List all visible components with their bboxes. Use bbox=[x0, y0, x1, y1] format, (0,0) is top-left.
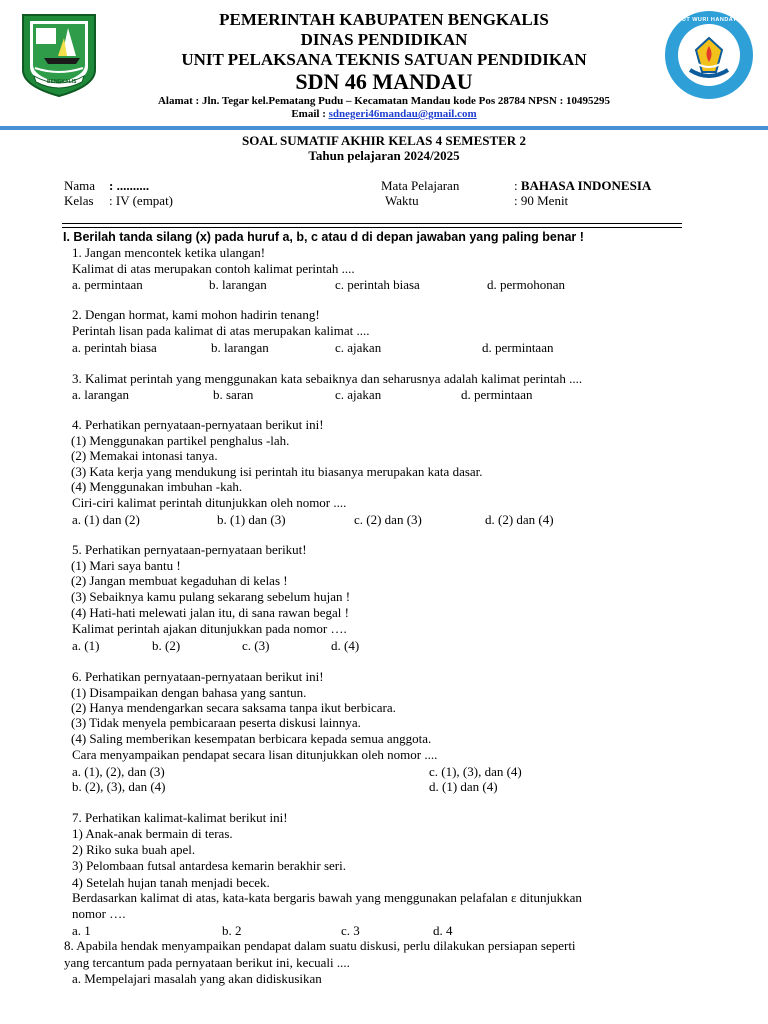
q4-statement-3: (3) Kata kerja yang mendukung isi perintah itu biasanya merupakan kata dasar. bbox=[71, 464, 483, 479]
q7-stem-line-1: Berdasarkan kalimat di atas, kata-kata bergaris bawah yang menggunakan pelafalan ε ditunjukkan bbox=[72, 890, 582, 905]
q2-option-a[interactable]: a. perintah biasa bbox=[72, 340, 157, 355]
q4-option-a[interactable]: a. (1) dan (2) bbox=[72, 512, 140, 527]
q2-stem: Perintah lisan pada kalimat di atas merupakan kalimat .... bbox=[72, 323, 370, 338]
header-government: PEMERINTAH KABUPATEN BENGKALIS bbox=[219, 10, 549, 29]
q8-question-line-2: yang tercantum pada pernyataan berikut ini, kecuali .... bbox=[64, 955, 350, 970]
header-address: Alamat : Jln. Tegar kel.Pematang Pudu – Kecamatan Mandau kode Pos 28784 NPSN : 10495295 bbox=[157, 95, 611, 107]
q6-option-c[interactable]: c. (1), (3), dan (4) bbox=[429, 764, 522, 779]
q4-option-d[interactable]: d. (2) dan (4) bbox=[485, 512, 554, 527]
header-department: DINAS PENDIDIKAN bbox=[300, 30, 468, 49]
nama-label: Nama bbox=[64, 178, 96, 193]
q1-option-c[interactable]: c. perintah biasa bbox=[335, 277, 420, 292]
q7-option-d[interactable]: d. 4 bbox=[433, 923, 453, 938]
email-label: Email : bbox=[291, 108, 329, 120]
q7-stem-line-2: nomor …. bbox=[72, 906, 126, 921]
q6-statement-1: (1) Disampaikan dengan bahasa yang santun. bbox=[71, 685, 307, 700]
q4-option-b[interactable]: b. (1) dan (3) bbox=[217, 512, 286, 527]
q3-option-a[interactable]: a. larangan bbox=[72, 387, 130, 402]
q1-option-b[interactable]: b. larangan bbox=[209, 277, 267, 292]
q4-statement-4: (4) Menggunakan imbuhan -kah. bbox=[71, 479, 243, 494]
waktu-value: : 90 Menit bbox=[514, 193, 569, 208]
q5-statement-1: (1) Mari saya bantu ! bbox=[71, 558, 181, 573]
mapel-name: BAHASA INDONESIA bbox=[520, 178, 652, 193]
q8-option-a[interactable]: a. Mempelajari masalah yang akan didiskusikan bbox=[72, 971, 322, 986]
q1-option-d[interactable]: d. permohonan bbox=[487, 277, 565, 292]
q5-option-c[interactable]: c. (3) bbox=[242, 638, 270, 653]
mapel-colon: : bbox=[514, 178, 521, 193]
q7-sentence-1: 1) Anak-anak bermain di teras. bbox=[72, 826, 233, 841]
q5-question: 5. Perhatikan pernyataan-pernyataan berikut! bbox=[72, 542, 307, 557]
q7-question: 7. Perhatikan kalimat-kalimat berikut ini! bbox=[72, 810, 288, 825]
q5-option-d[interactable]: d. (4) bbox=[331, 638, 360, 653]
q6-statement-3: (3) Tidak menyela pembicaraan peserta diskusi lainnya. bbox=[71, 715, 361, 730]
q7-option-c[interactable]: c. 3 bbox=[341, 923, 360, 938]
header-unit: UNIT PELAKSANA TEKNIS SATUAN PENDIDIKAN bbox=[181, 50, 587, 69]
email-link[interactable]: sdnegeri46mandau@gmail.com bbox=[328, 108, 477, 120]
q6-statement-2: (2) Hanya mendengarkan secara saksama tanpa ikut berbicara. bbox=[71, 700, 396, 715]
q6-option-d[interactable]: d. (1) dan (4) bbox=[429, 779, 498, 794]
q1-option-a[interactable]: a. permintaan bbox=[72, 277, 143, 292]
q5-option-a[interactable]: a. (1) bbox=[72, 638, 100, 653]
q5-statement-3: (3) Sebaiknya kamu pulang sekarang sebelum hujan ! bbox=[71, 589, 351, 604]
q5-option-b[interactable]: b. (2) bbox=[152, 638, 181, 653]
instruction: I. Berilah tanda silang (x) pada huruf a, b, c atau d di depan jawaban yang paling benar ! bbox=[63, 230, 584, 244]
info-divider-bottom bbox=[62, 227, 682, 228]
header-divider bbox=[0, 126, 768, 130]
exam-year: Tahun pelajaran 2024/2025 bbox=[308, 148, 460, 163]
q7-sentence-3: 3) Pelombaan futsal antardesa kemarin berakhir seri. bbox=[72, 858, 346, 873]
ministry-logo-text: TUT WURI HANDAYANI bbox=[678, 17, 748, 23]
q5-statement-2: (2) Jangan membuat kegaduhan di kelas ! bbox=[71, 573, 288, 588]
kelas-value: : IV (empat) bbox=[109, 193, 174, 208]
q7-sentence-2: 2) Riko suka buah apel. bbox=[72, 842, 196, 857]
q2-option-d[interactable]: d. permintaan bbox=[482, 340, 554, 355]
q5-stem: Kalimat perintah ajakan ditunjukkan pada nomor …. bbox=[72, 621, 347, 636]
q3-option-c[interactable]: c. ajakan bbox=[335, 387, 382, 402]
regency-logo-text: BENGKALIS bbox=[47, 79, 77, 85]
q3-option-d[interactable]: d. permintaan bbox=[461, 387, 533, 402]
q6-question: 6. Perhatikan pernyataan-pernyataan berikut ini! bbox=[72, 669, 324, 684]
mapel-label: Mata Pelajaran bbox=[381, 178, 460, 193]
q6-stem: Cara menyampaikan pendapat secara lisan ditunjukkan oleh nomor .... bbox=[72, 747, 438, 762]
q7-option-a[interactable]: a. 1 bbox=[72, 923, 91, 938]
waktu-label: Waktu bbox=[385, 193, 419, 208]
q8-question-line-1: 8. Apabila hendak menyampaikan pendapat dalam suatu diskusi, perlu dilakukan persiapan seperti bbox=[64, 938, 576, 953]
q4-statement-2: (2) Memakai intonasi tanya. bbox=[71, 448, 218, 463]
q4-option-c[interactable]: c. (2) dan (3) bbox=[354, 512, 422, 527]
q4-question: 4. Perhatikan pernyataan-pernyataan berikut ini! bbox=[72, 417, 324, 432]
q1-question: 1. Jangan mencontek ketika ulangan! bbox=[72, 245, 266, 260]
header-school-name: SDN 46 MANDAU bbox=[295, 69, 473, 94]
q3-question: 3. Kalimat perintah yang menggunakan kata sebaiknya dan seharusnya adalah kalimat perintah .... bbox=[72, 371, 583, 386]
q7-sentence-4: 4) Setelah hujan tanah menjadi becek. bbox=[72, 875, 270, 890]
q6-statement-4: (4) Saling memberikan kesempatan berbicara kepada semua anggota. bbox=[71, 731, 432, 746]
q4-stem: Ciri-ciri kalimat perintah ditunjukkan oleh nomor .... bbox=[72, 495, 347, 510]
q6-option-b[interactable]: b. (2), (3), dan (4) bbox=[72, 779, 166, 794]
q1-stem: Kalimat di atas merupakan contoh kalimat perintah .... bbox=[72, 261, 355, 276]
q5-statement-4: (4) Hati-hati melewati jalan itu, di sana rawan begal ! bbox=[71, 605, 349, 620]
kelas-label: Kelas bbox=[64, 193, 94, 208]
q4-statement-1: (1) Menggunakan partikel penghalus -lah. bbox=[71, 433, 290, 448]
q2-option-c[interactable]: c. ajakan bbox=[335, 340, 382, 355]
q3-option-b[interactable]: b. saran bbox=[213, 387, 254, 402]
nama-value[interactable]: : .......... bbox=[109, 178, 150, 193]
exam-title: SOAL SUMATIF AKHIR KELAS 4 SEMESTER 2 bbox=[242, 133, 526, 148]
header-email-line bbox=[0, 108, 768, 120]
q2-option-b[interactable]: b. larangan bbox=[211, 340, 269, 355]
q7-option-b[interactable]: b. 2 bbox=[222, 923, 242, 938]
mapel-value bbox=[514, 178, 651, 194]
q6-option-a[interactable]: a. (1), (2), dan (3) bbox=[72, 764, 165, 779]
q2-question: 2. Dengan hormat, kami mohon hadirin tenang! bbox=[72, 307, 320, 322]
info-divider-top bbox=[62, 223, 682, 224]
